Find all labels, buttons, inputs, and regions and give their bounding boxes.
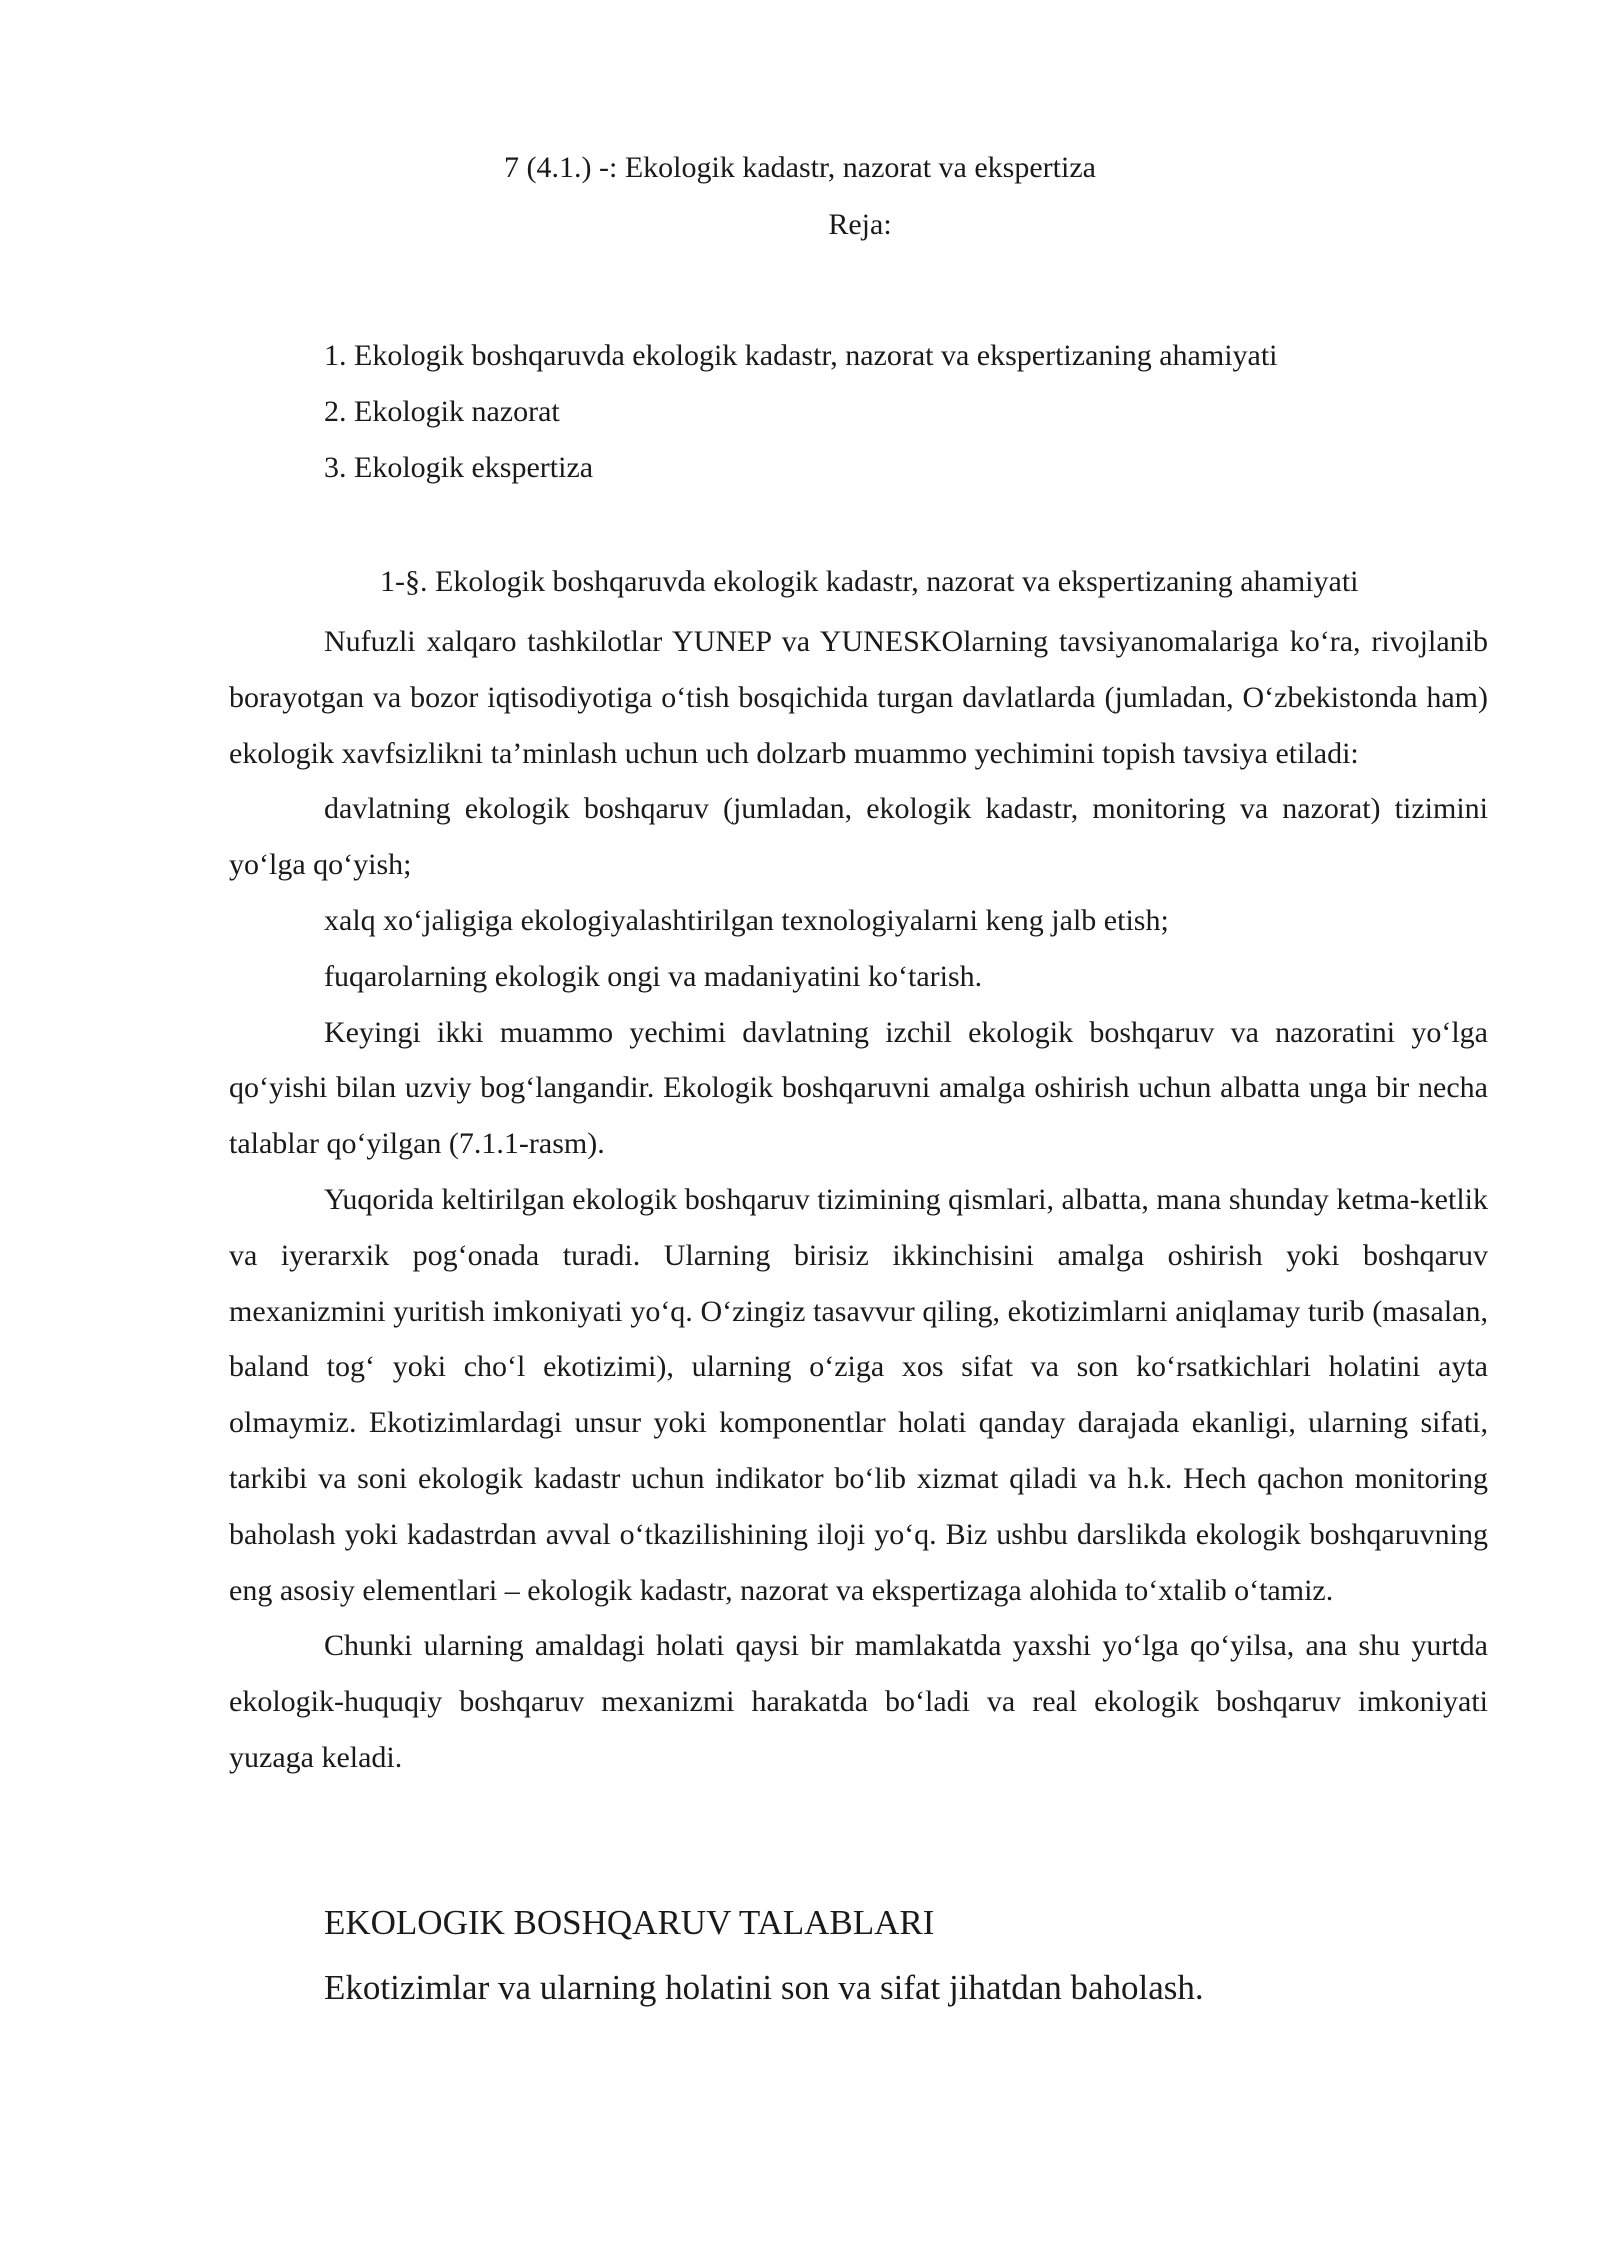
section-heading: 1-§. Ekologik boshqaruvda ekologik kadastr, nazorat va ekspertizaning ahamiyati bbox=[380, 565, 1359, 598]
plan-label: Reja: bbox=[828, 208, 892, 241]
figure-heading: EKOLOGIK BOSHQARUV TALABLARI bbox=[324, 1903, 935, 1942]
paragraph: Yuqorida keltirilgan ekologik boshqaruv tizimining qismlari, albatta, mana shunday ketma-ketlik va iyerarxik pog‘onada turadi. Ularning birisiz ikkinchisini amalga oshirish yoki boshqaruv mexanizmini yuritish imkoniyati yo‘q. O‘zingiz tasavvur qiling, ekotizimlarni aniqlamay turib (masalan, baland tog‘ yoki cho‘l ekotizimi), ularning o‘ziga xos sifat va son ko‘rsatkichlari holatini ayta olmaymiz. Ekotizimlardagi unsur yoki komponentlar holati qanday darajada ekanligi, ularning sifati, tarkibi va soni ekologik kadastr uchun indikator bo‘lib xizmat qiladi va h.k. Hech qachon monitoring baholash yoki kadastrdan avval o‘tkazilishining iloji yo‘q. Biz ushbu darslikda ekologik boshqaruvning eng asosiy elementlari – ekologik kadastr, nazorat va ekspertizaga alohida to‘xtalib o‘tamiz. bbox=[229, 1182, 1488, 1607]
list-paragraph: fuqarolarning ekologik ongi va madaniyatini ko‘tarish. bbox=[324, 959, 983, 993]
plan-item: 1. Ekologik boshqaruvda ekologik kadastr, nazorat va ekspertizaning ahamiyati bbox=[324, 339, 1278, 372]
paragraph: Nufuzli xalqaro tashkilotlar YUNEP va YUNESKOlarning tavsiyanomalariga ko‘ra, rivojlanib borayotgan va bozor iqtisodiyotiga o‘tish bosqichida turgan davlatlarda (jumladan, O‘zbekistonda ham) ekologik xavfsizlikni ta’minlash uchun uch dolzarb muammo yechimini topish tavsiya etiladi: bbox=[229, 625, 1488, 770]
plan-list bbox=[324, 328, 1278, 496]
list-paragraph: davlatning ekologik boshqaruv (jumladan, ekologik kadastr, monitoring va nazorat) tizimini yo‘lga qo‘yish; bbox=[229, 792, 1488, 882]
paragraph: Chunki ularning amaldagi holati qaysi bir mamlakatda yaxshi yo‘lga qo‘yilsa, ana shu yurtda ekologik-huquqiy boshqaruv mexanizmi harakatda bo‘ladi va real ekologik boshqaruv imkoniyati yuzaga keladi. bbox=[229, 1629, 1488, 1774]
figure-item: Ekotizimlar va ularning holatini son va sifat jihatdan baholash. bbox=[324, 1968, 1204, 2007]
list-paragraph: xalq xo‘jaligiga ekologiyalashtirilgan texnologiyalarni keng jalb etish; bbox=[324, 903, 1169, 937]
paragraph: Keyingi ikki muammo yechimi davlatning izchil ekologik boshqaruv va nazoratini yo‘lga qo‘yishi bilan uzviy bog‘langandir. Ekologik boshqaruvni amalga oshirish uchun albatta unga bir necha talablar qo‘yilgan (7.1.1-rasm). bbox=[229, 1015, 1488, 1161]
plan-item: 2. Ekologik nazorat bbox=[324, 395, 560, 428]
document-title: 7 (4.1.) -: Ekologik kadastr, nazorat va ekspertiza bbox=[504, 151, 1096, 184]
body-text bbox=[229, 614, 1488, 1786]
plan-item: 3. Ekologik ekspertiza bbox=[324, 451, 594, 484]
